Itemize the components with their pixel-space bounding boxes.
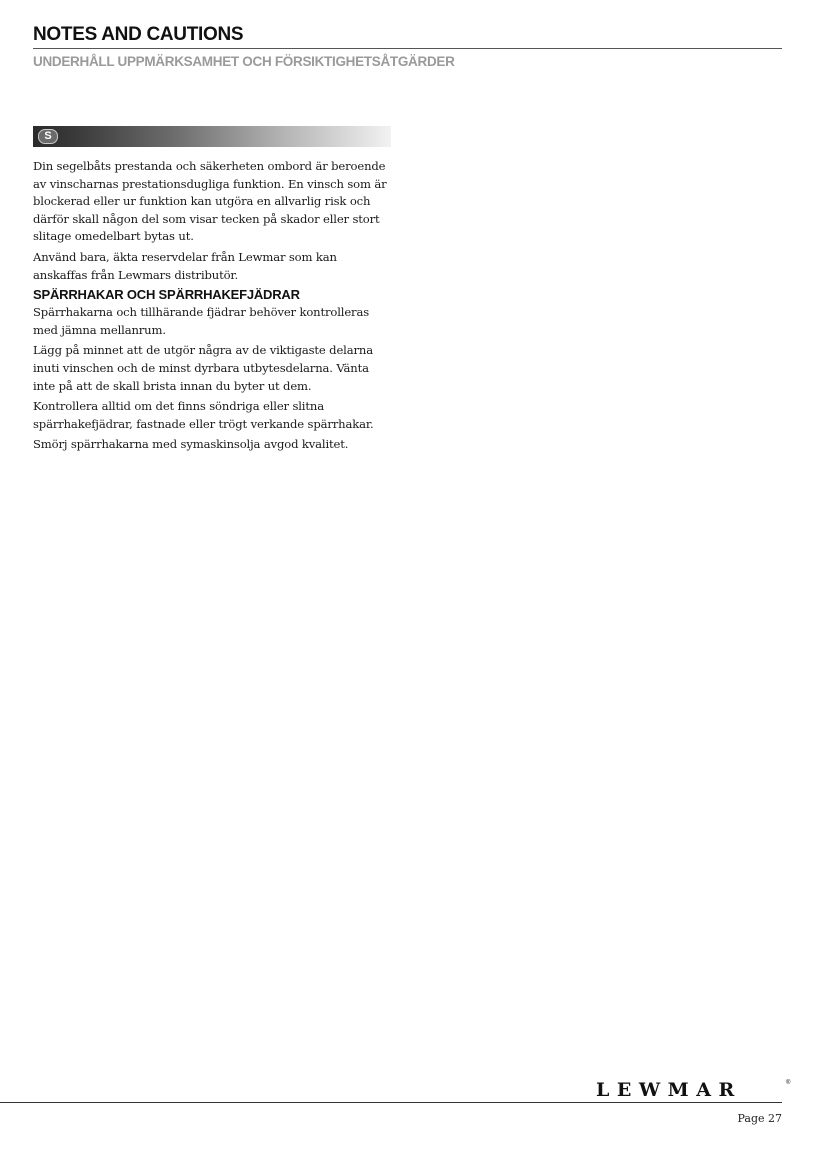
footer-divider bbox=[0, 1102, 782, 1103]
language-section-bar bbox=[33, 126, 391, 147]
section-paragraph-1: Spärrhakarna och tillhärande fjädrar behöver kontrolleras med jämna mellanrum. bbox=[33, 305, 370, 337]
page-number: Page 27 bbox=[737, 1112, 782, 1125]
main-content bbox=[33, 158, 393, 457]
page-title: NOTES AND CAUTIONS bbox=[33, 24, 244, 45]
section-paragraph-3: Kontrollera alltid om det finns söndriga eller slitna spärrhakefjädrar, fastnade eller trögt verkande spärrhakar. bbox=[33, 399, 374, 431]
registered-mark: ® bbox=[786, 1080, 791, 1086]
header-divider bbox=[33, 48, 782, 49]
section-heading: SPÄRRHAKAR OCH SPÄRRHAKEFJÄDRAR bbox=[33, 287, 300, 303]
lewmar-logo: LEWMAR bbox=[596, 1079, 742, 1101]
section-paragraph-2: Lägg på minnet att de utgör några av de viktigaste delarna inuti vinschen och de minst dyrbara utbytesdelarna. Vänta inte på att de skall brista innan du byter ut dem. bbox=[33, 343, 373, 393]
intro-paragraph-1: Din segelbåts prestanda och säkerheten ombord är beroende av vinscharnas prestationsdugliga funktion. En vinsch som är blockerad eller ur funktion kan utgöra en allvarlig risk och därför skall någon del som visar tecken på skador eller stort slitage omedelbart bytas ut. bbox=[33, 159, 387, 244]
page-subtitle: UNDERHÅLL UPPMÄRKSAMHET OCH FÖRSIKTIGHETSÅTGÄRDER bbox=[33, 54, 455, 69]
language-badge-swedish: S bbox=[38, 129, 58, 144]
intro-paragraph-2: Använd bara, äkta reservdelar från Lewmar som kan anskaffas från Lewmars distributör. bbox=[33, 249, 337, 282]
section-paragraph-4: Smörj spärrhakarna med symaskinsolja avgod kvalitet. bbox=[33, 437, 349, 452]
